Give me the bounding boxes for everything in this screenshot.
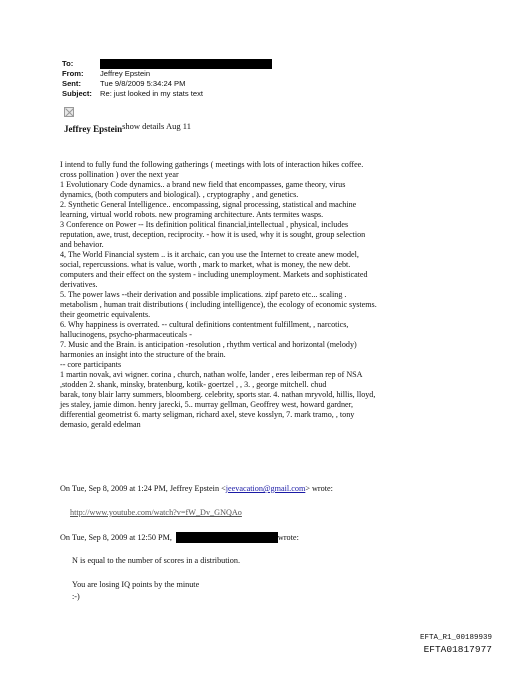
quote-line-2	[60, 532, 299, 543]
body-line: derivatives.	[60, 280, 98, 289]
body-line: reputation, awe, trust, deception, reciprocity. - how it is used, why it is sought, group selection	[60, 230, 366, 239]
bates-ref-2: EFTA01817977	[423, 644, 492, 655]
quote-2-prefix: On Tue, Sep 8, 2009 at 12:50 PM,	[60, 533, 172, 542]
broken-image-icon	[64, 107, 74, 117]
body-line: cross pollination ) over the next year	[60, 170, 179, 179]
subject-row	[62, 89, 272, 99]
body-line: 4, The World Financial system .. is it archaic, can you use the Internet to create anew model,	[60, 250, 359, 259]
from-row	[62, 69, 272, 79]
email-body	[60, 160, 480, 430]
body-line: 2. Synthetic General Intelligence.. encompassing, signal processing, statistical and machine	[60, 200, 357, 209]
body-line: demasio, gerald edelman	[60, 420, 141, 429]
subject-value: Re: just looked in my stats text	[100, 89, 203, 98]
message-line-3: :-)	[72, 592, 80, 601]
body-line: -- core participants	[60, 360, 122, 369]
body-line: 7. Music and the Brain. is anticipation -resolution , rhythm vertical and horizontal (melody)	[60, 340, 357, 349]
body-line: I intend to fully fund the following gatherings ( meetings with lots of interaction hikes coffee.	[60, 160, 364, 169]
body-line: 6. Why happiness is overrated. -- cultural definitions contentment fulfillment, , narcotics,	[60, 320, 349, 329]
body-line: and behavior.	[60, 240, 104, 249]
youtube-link[interactable]: http://www.youtube.com/watch?v=fW_Dv_GNQAo	[70, 508, 242, 517]
to-row	[62, 59, 272, 69]
body-line: 1 Evolutionary Code dynamics.. a brand new field that encompasses, game theory, virus	[60, 180, 346, 189]
body-line: metabolism , human trait distributions ( including intelligence), the ecology of economic systems.	[60, 300, 377, 309]
from-label: From:	[62, 69, 84, 78]
body-line: learning, virtual world robots. new programing architecture. Ants termites wasps.	[60, 210, 324, 219]
email-header	[62, 59, 272, 99]
quote-1-prefix: On Tue, Sep 8, 2009 at 1:24 PM, Jeffrey Epstein <	[60, 484, 226, 493]
sender-line	[64, 121, 191, 134]
quote-line-1	[60, 484, 333, 493]
body-line: social, repercussions. what is value, worth , mark to market, what is money, the new debt.	[60, 260, 351, 269]
body-line: barak, tony blair larry summers, bloomberg. celebrity, sports star. 4. nathan mryvold, hillis, lloyd,	[60, 390, 376, 399]
body-line: jes staley, jamie dimon. henry jarecki, 5.. murray gellman, Geoffrey west, howard gardner,	[60, 400, 353, 409]
quote-2-suffix: wrote:	[277, 533, 299, 542]
sender-name: Jeffrey Epstein	[64, 124, 123, 134]
subject-label: Subject:	[62, 89, 92, 98]
sent-row	[62, 79, 272, 89]
body-line: ,stodden 2. shank, minsky, bratenburg, kotik- goertzel , , 3. , george mitchell. chud	[60, 380, 327, 389]
body-line: hallucinogens, psycho-pharmaceuticals -	[60, 330, 192, 339]
message-line-2: You are losing IQ points by the minute	[72, 580, 200, 589]
sent-label: Sent:	[62, 79, 81, 88]
body-line: differential geometrist 6. marty seligman, richard axel, steve kosslyn, 7. mark tramo, , tony	[60, 410, 355, 419]
body-line: their geometric equivalents.	[60, 310, 151, 319]
message-line-1: N is equal to the number of scores in a distribution.	[72, 556, 241, 565]
body-line: dynamics, (both computers and biological). , cryptography , and genetics.	[60, 190, 299, 199]
body-line: 5. The power laws --their derivation and possible implications. zipf pareto etc... scaling .	[60, 290, 347, 299]
show-details-link[interactable]: show details Aug 11	[122, 121, 191, 131]
body-line: 3 Conference on Power -- Its definition political financial,intellectual , physical, includes	[60, 220, 349, 229]
redaction-bar	[100, 59, 272, 69]
from-value: Jeffrey Epstein	[100, 69, 151, 78]
redaction-bar-2	[176, 532, 278, 543]
email-link[interactable]: jeevacation@gmail.com	[225, 484, 306, 493]
body-line: 1 martin novak, avi wigner. corina , church, nathan wolfe, lander , eres leiberman rep of NSA	[60, 370, 363, 379]
body-line: computers and their effect on the system - including unemployment. Markets and sophisticated	[60, 270, 368, 279]
body-line: harmonies an insight into the structure of the brain.	[60, 350, 226, 359]
sent-value: Tue 9/8/2009 5:34:24 PM	[100, 79, 186, 88]
quote-1-suffix: > wrote:	[305, 484, 333, 493]
to-label: To:	[62, 59, 74, 68]
bates-ref-1: EFTA_R1_00189939	[419, 634, 492, 642]
